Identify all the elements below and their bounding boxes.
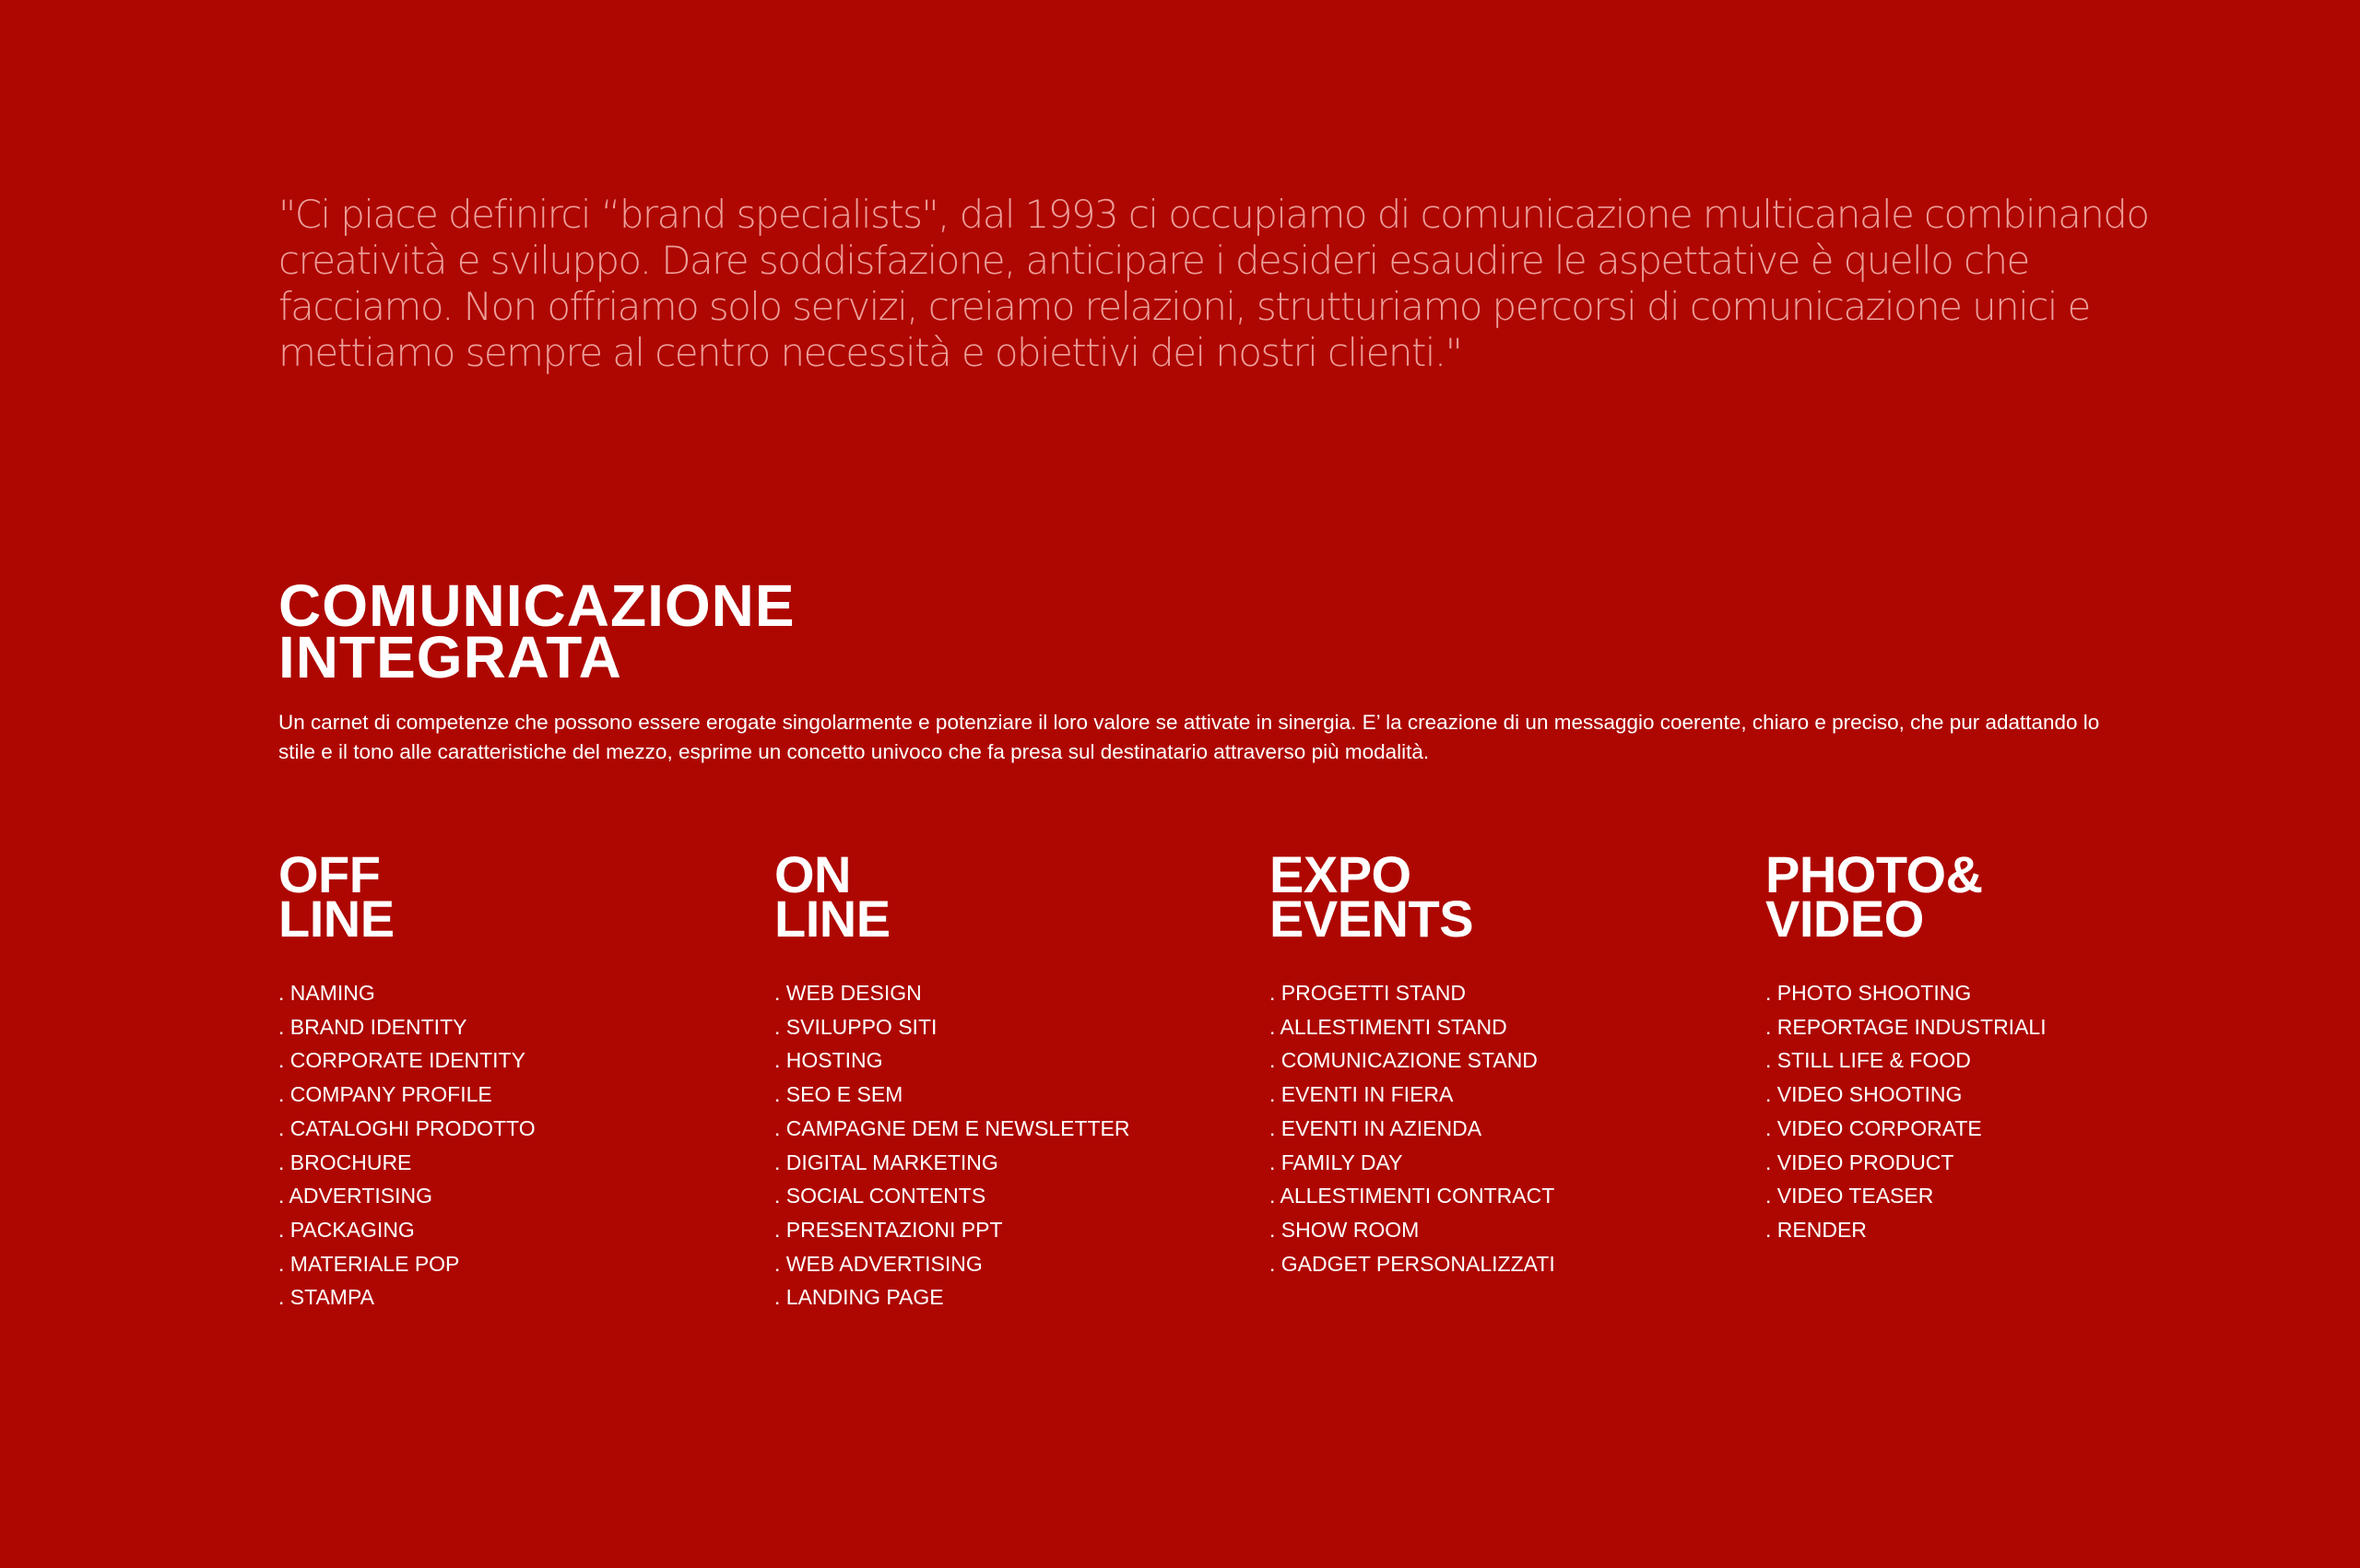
service-list-item: . GADGET PERSONALIZZATI bbox=[1269, 1251, 1555, 1276]
section-intro: Un carnet di competenze che possono essere erogate singolarmente e potenziare il loro valore se attivate in sinergia. E’ la creazione di un messaggio coerente, chiaro e preciso, che pur adattando lo stile e il tono alle caratteristiche del mezzo, esprime un concetto univoco che fa presa sul destinatario attraverso più modalità. bbox=[278, 711, 2100, 763]
service-list-item: . ALLESTIMENTI STAND bbox=[1269, 1014, 1507, 1039]
service-list-item: . STILL LIFE & FOOD bbox=[1765, 1048, 1971, 1073]
service-list bbox=[774, 976, 1130, 1315]
service-list-item: . RENDER bbox=[1765, 1217, 1867, 1242]
service-list-item: . VIDEO SHOOTING bbox=[1765, 1082, 1963, 1107]
service-list-item: . BRAND IDENTITY bbox=[278, 1014, 467, 1039]
column-title bbox=[1269, 845, 1712, 948]
service-list-item: . WEB DESIGN bbox=[774, 981, 922, 1005]
service-list-item: . BROCHURE bbox=[278, 1149, 412, 1174]
column-title-line-2: EVENTS bbox=[1269, 890, 1474, 948]
service-list bbox=[278, 976, 536, 1315]
quote-text: "Ci piace definirci “brand specialists", dal 1993 ci occupiamo di comunicazione multicanale combinando creatività e sviluppo. Dare soddisfazione, anticipare i desideri esaudire le aspettative è quello che facciamo. Non offriamo solo servizi, creiamo relazioni, strutturiamo percorsi di comunicazione unici e mettiamo sempre al centro necessità e obiettivi dei nostri clienti." bbox=[278, 192, 2149, 375]
column-title bbox=[774, 845, 1217, 948]
service-list-item: . WEB ADVERTISING bbox=[774, 1251, 983, 1276]
service-list-item: . SHOW ROOM bbox=[1269, 1217, 1420, 1242]
service-column-photo-video bbox=[1765, 845, 2208, 1242]
service-list-item: . PHOTO SHOOTING bbox=[1765, 981, 1972, 1005]
service-column-offline bbox=[278, 845, 721, 1310]
service-list-item: . REPORTAGE INDUSTRIALI bbox=[1765, 1014, 2047, 1039]
column-title-line-2: VIDEO bbox=[1765, 890, 1924, 948]
service-list-item: . SVILUPPO SITI bbox=[774, 1014, 938, 1039]
column-title-line-2: LINE bbox=[774, 890, 891, 948]
service-list-item: . VIDEO CORPORATE bbox=[1765, 1115, 1982, 1140]
service-list-item: . STAMPA bbox=[278, 1285, 374, 1310]
service-list-item: . CATALOGHI PRODOTTO bbox=[278, 1115, 536, 1140]
service-list-item: . FAMILY DAY bbox=[1269, 1149, 1403, 1174]
service-list-item: . PACKAGING bbox=[278, 1217, 415, 1242]
column-title-line-1: PHOTO& bbox=[1765, 845, 1983, 903]
service-column-online bbox=[774, 845, 1217, 1310]
service-list-item: . COMUNICAZIONE STAND bbox=[1269, 1048, 1538, 1073]
service-list-item: . NAMING bbox=[278, 981, 375, 1005]
service-list-item: . SOCIAL CONTENTS bbox=[774, 1184, 986, 1208]
service-list-item: . PROGETTI STAND bbox=[1269, 981, 1466, 1005]
service-list bbox=[1269, 976, 1555, 1280]
service-list-item: . CORPORATE IDENTITY bbox=[278, 1048, 525, 1073]
service-list-item: . CAMPAGNE DEM E NEWSLETTER bbox=[774, 1115, 1130, 1140]
service-list-item: . ADVERTISING bbox=[278, 1184, 433, 1208]
service-list-item: . ALLESTIMENTI CONTRACT bbox=[1269, 1184, 1555, 1208]
column-title-line-1: OFF bbox=[278, 845, 381, 903]
section-title-line-1: COMUNICAZIONE bbox=[278, 572, 796, 639]
service-list-item: . HOSTING bbox=[774, 1048, 883, 1073]
service-list-item: . VIDEO TEASER bbox=[1765, 1184, 1934, 1208]
service-list-item: . EVENTI IN FIERA bbox=[1269, 1082, 1454, 1107]
column-title-line-1: ON bbox=[774, 845, 851, 903]
service-list-item: . COMPANY PROFILE bbox=[278, 1082, 492, 1107]
service-list-item: . EVENTI IN AZIENDA bbox=[1269, 1115, 1482, 1140]
service-list-item: . VIDEO PRODUCT bbox=[1765, 1149, 1954, 1174]
column-title bbox=[1765, 845, 2208, 948]
section-title bbox=[278, 572, 796, 690]
service-list-item: . LANDING PAGE bbox=[774, 1285, 944, 1310]
column-title-line-1: EXPO bbox=[1269, 845, 1411, 903]
service-list-item: . PRESENTAZIONI PPT bbox=[774, 1217, 1003, 1242]
service-list-item: . MATERIALE POP bbox=[278, 1251, 460, 1276]
service-list bbox=[1765, 976, 2047, 1247]
column-title bbox=[278, 845, 721, 948]
service-list-item: . DIGITAL MARKETING bbox=[774, 1149, 998, 1174]
column-title-line-2: LINE bbox=[278, 890, 395, 948]
service-list-item: . SEO E SEM bbox=[774, 1082, 903, 1107]
section-title-line-2: INTEGRATA bbox=[278, 624, 622, 690]
service-column-expo-events bbox=[1269, 845, 1712, 1276]
